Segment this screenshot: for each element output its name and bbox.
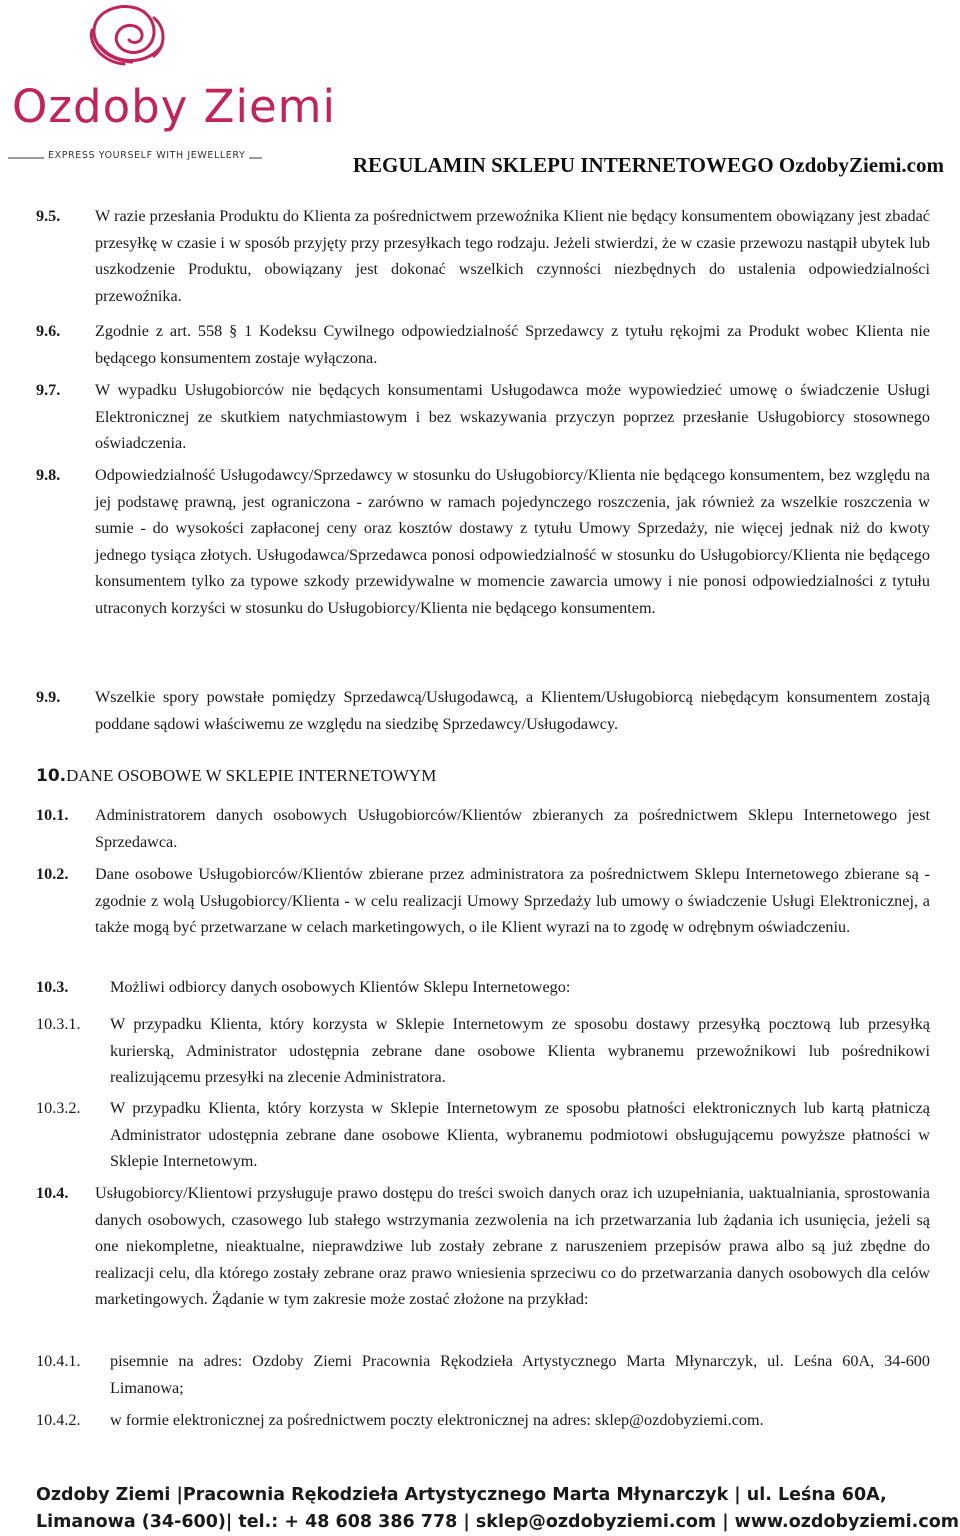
paragraph-number: 9.6. xyxy=(36,322,61,340)
page-footer xyxy=(36,1482,959,1536)
paragraph-10-1 xyxy=(36,802,930,855)
paragraph-text: W wypadku Usługobiorców nie będących konsumentami Usługodawca może wypowiedzieć umowę o świadczenie Usługi Elektronicznej ze skutkiem natychmiastowym i bez wskazywania przyczyn poprzez przesłanie Usługobiorcy stosownego oświadczenia. xyxy=(95,381,930,452)
paragraph-number: 10.4.1. xyxy=(36,1352,81,1370)
paragraph-text: Usługobiorcy/Klientowi przysługuje prawo dostępu do treści swoich danych oraz ich uzupełniania, uaktualniania, sprostowania danych osobowych, czasowego lub stałego wstrzymania zezwolenia na ich przetwarzania lub żądania ich usunięcia, jeżeli są one niekompletne, nieaktualne, nieprawdziwe lub zostały zebrane z naruszeniem przepisów prawa albo są już zbędne do realizacji celu, dla którego zostały zebrane oraz prawo wniesienia sprzeciwu co do przetwarzania danych osobowych dla celów marketingowych. Żądanie w tym zakresie może zostać złożone na przykład: xyxy=(95,1184,930,1308)
footer-address-line: Ozdoby Ziemi |Pracownia Rękodzieła Artystycznego Marta Młynarczyk | ul. Leśna 60A, xyxy=(36,1485,887,1505)
paragraph-number: 10.4.2. xyxy=(36,1411,81,1429)
document-title: REGULAMIN SKLEPU INTERNETOWEGO OzdobyZiemi.com xyxy=(352,153,944,177)
paragraph-text: W przypadku Klienta, który korzysta w Sklepie Internetowym ze sposobu płatności elektronicznych lub kartą płatniczą Administrator udostępnia zebrane dane osobowe Klienta, wybranemu podmiotowi obsługującemu powyższe płatności w Sklepie Internetowym. xyxy=(110,1099,930,1170)
paragraph-10-4 xyxy=(36,1180,930,1313)
paragraph-text: Odpowiedzialność Usługodawcy/Sprzedawcy w stosunku do Usługobiorcy/Klienta nie będącego konsumentem, bez względu na jej podstawę prawną, jest ograniczona - zarówno w ramach pojedynczego roszczenia, jak również za wszelkie roszczenia w sumie - do wysokości zapłaconej ceny oraz kosztów dostawy z tytułu Umowy Sprzedaży, nie więcej jednak niż do kwoty jednego tysiąca złotych. Usługodawca/Sprzedawca ponosi odpowiedzialność w stosunku do Usługobiorcy/Klienta nie będącego konsumentem tylko za typowe szkody przewidywalne w momencie zawarcia umowy i nie ponosi odpowiedzialności z tytułu utraconych korzyści w stosunku do Usługobiorcy/Klienta nie będącego konsumentem. xyxy=(95,466,930,617)
paragraph-text: Dane osobowe Usługobiorców/Klientów zbierane przez administratora za pośrednictwem Sklepu Internetowego zbierane są - zgodnie z wolą Usługobiorcy/Klienta - w celu realizacji Umowy Sprzedaży lub umowy o świadczenie Usługi Elektronicznej, a także mogą być przetwarzane w celach marketingowych, o ile Klient wyrazi na to zgodę w odrębnym oświadczeniu. xyxy=(95,865,930,936)
paragraph-number: 10.4. xyxy=(36,1184,69,1202)
brand-logo xyxy=(4,0,336,168)
paragraph-text: W razie przesłania Produktu do Klienta za pośrednictwem przewoźnika Klient nie będący konsumentem obowiązany jest zbadać przesyłkę w czasie i w sposób przyjęty przy przesyłkach tego rodzaju. Jeżeli stwierdzi, że w czasie przewozu nastąpił ubytek lub uszkodzenie Produktu, obowiązany jest dokonać wszelkich czynności niezbędnych do ustalenia odpowiedzialności przewoźnika. xyxy=(95,207,930,305)
section-title: DANE OSOBOWE W SKLEPIE INTERNETOWYM xyxy=(66,766,437,785)
paragraph-9-9 xyxy=(36,684,930,737)
paragraph-10-3 xyxy=(36,974,930,1001)
footer-contact-line: Limanowa (34-600)| tel.: + 48 608 386 778 | sklep@ozdobyziemi.com | www.ozdobyziemi.com xyxy=(36,1512,959,1532)
paragraph-9-8 xyxy=(36,462,930,621)
paragraph-number: 10.3.2. xyxy=(36,1099,81,1117)
paragraph-text: Zgodnie z art. 558 § 1 Kodeksu Cywilnego odpowiedzialność Sprzedawcy z tytułu rękojmi za Produkt wobec Klienta nie będącego konsumentem zostaje wyłączona. xyxy=(95,322,930,367)
section-number: 10. xyxy=(36,766,67,786)
paragraph-text: Możliwi odbiorcy danych osobowych Klientów Sklepu Internetowego: xyxy=(110,978,571,996)
paragraph-number: 9.9. xyxy=(36,688,61,706)
paragraph-text: W przypadku Klienta, który korzysta w Sklepie Internetowym ze sposobu dostawy przesyłką pocztową lub przesyłką kurierską, Administrator udostępnia zebrane dane osobowe Klienta wybranemu przewoźnikowi lub pośrednikowi realizującemu przesyłki na zlecenie Administratora. xyxy=(110,1015,930,1086)
paragraph-10-2 xyxy=(36,861,930,941)
brand-tagline: EXPRESS YOURSELF WITH JEWELLERY xyxy=(44,150,249,161)
paragraph-10-3-1 xyxy=(36,1011,930,1091)
paragraph-10-4-1 xyxy=(36,1348,930,1401)
section-heading xyxy=(36,763,436,790)
paragraph-text: w formie elektronicznej za pośrednictwem poczty elektronicznej na adres: sklep@ozdobyziemi.com. xyxy=(110,1411,764,1429)
paragraph-text: pisemnie na adres: Ozdoby Ziemi Pracownia Rękodzieła Artystycznego Marta Młynarczyk, ul. Leśna 60A, 34-600 Limanowa; xyxy=(110,1352,930,1397)
paragraph-9-6 xyxy=(36,318,930,371)
paragraph-text: Wszelkie spory powstałe pomiędzy Sprzedawcą/Usługodawcą, a Klientem/Usługobiorcą niebędącym konsumentem zostają poddane sądowi właściwemu ze względu na siedzibę Sprzedawcy/Usługodawcy. xyxy=(95,688,930,733)
paragraph-number: 10.1. xyxy=(36,806,69,824)
paragraph-number: 10.2. xyxy=(36,865,69,883)
paragraph-9-7 xyxy=(36,377,930,457)
paragraph-10-4-2 xyxy=(36,1407,930,1434)
brand-name: Ozdoby Ziemi xyxy=(12,80,336,133)
paragraph-number: 9.8. xyxy=(36,466,61,484)
paragraph-number: 9.5. xyxy=(36,207,61,225)
paragraph-number: 10.3. xyxy=(36,978,69,996)
paragraph-10-3-2 xyxy=(36,1095,930,1175)
paragraph-number: 9.7. xyxy=(36,381,61,399)
paragraph-number: 10.3.1. xyxy=(36,1015,81,1033)
paragraph-9-5 xyxy=(36,203,930,309)
paragraph-text: Administratorem danych osobowych Usługobiorców/Klientów zbieranych za pośrednictwem Sklepu Internetowego jest Sprzedawca. xyxy=(95,806,930,851)
